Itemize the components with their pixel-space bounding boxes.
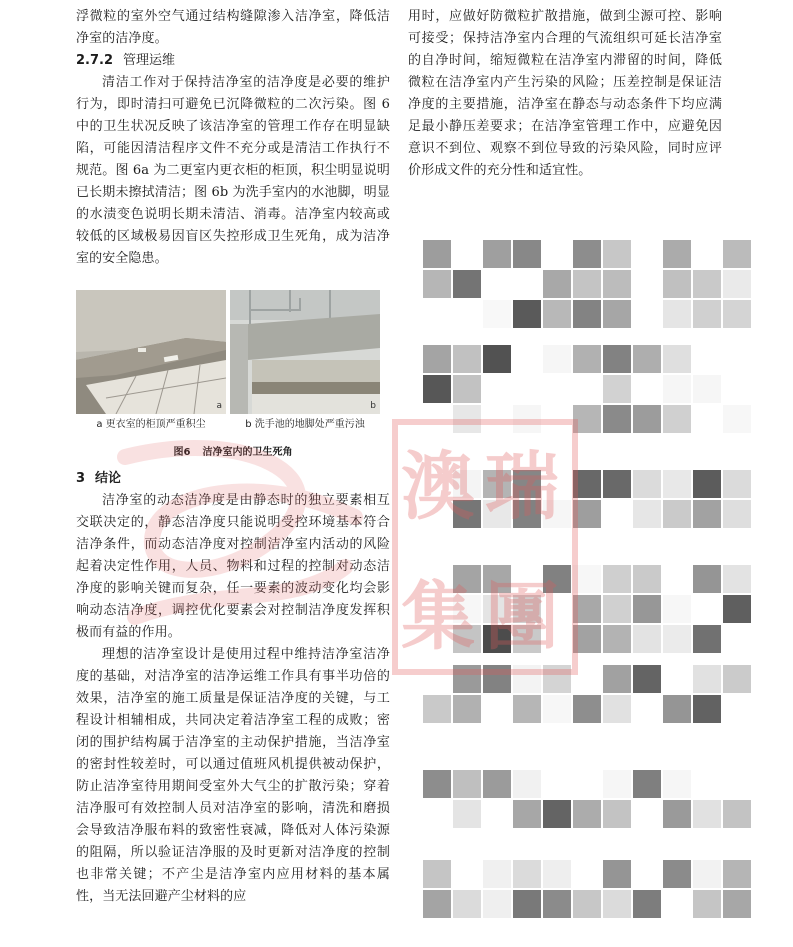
photo-locker-top: [76, 290, 226, 414]
mosaic-cell: [693, 625, 721, 653]
mosaic-cell: [573, 890, 601, 918]
mosaic-cell: [513, 770, 541, 798]
mosaic-cell: [453, 405, 481, 433]
mosaic-cell: [453, 270, 481, 298]
mosaic-cell: [723, 595, 751, 623]
mosaic-cell: [423, 345, 451, 373]
mosaic-cell: [663, 860, 691, 888]
subcaptions: [76, 418, 390, 432]
mosaic-cell: [603, 800, 631, 828]
mosaic-cell: [483, 500, 511, 528]
mosaic-cell: [723, 470, 751, 498]
mosaic-cell: [603, 565, 631, 593]
mosaic-cell: [633, 470, 661, 498]
mosaic-cell: [573, 500, 601, 528]
mosaic-cell: [693, 470, 721, 498]
mosaic-cell: [723, 300, 751, 328]
mosaic-cell: [723, 800, 751, 828]
mosaic-cell: [513, 240, 541, 268]
mosaic-cell: [633, 405, 661, 433]
mosaic-cell: [603, 300, 631, 328]
mosaic-cell: [663, 300, 691, 328]
left-column: [76, 6, 390, 908]
paragraph-continued: 用时，应做好防微粒扩散措施，做到尘源可控、影响可接受；保持洁净室内合理的气流组织可延长洁净室的自净时间，缩短微粒在洁净室内滞留的时间，降低微粒在洁净室内产生污染的风险；压差控制是保证洁净度的主要措施，洁净室在静态与动态条件下均应满足最小静压差要求；在洁净室管理工作中，应避免因意识不到位、观察不到位导致的污染风险，同时应评价形成文件的充分性和适宜性。: [408, 9, 722, 178]
mosaic-cell: [663, 470, 691, 498]
mosaic-cell: [693, 890, 721, 918]
mosaic-cell: [543, 800, 571, 828]
mosaic-cell: [513, 470, 541, 498]
mosaic-cell: [693, 800, 721, 828]
subsection-title: 管理运维: [123, 53, 176, 68]
mosaic-cell: [633, 625, 661, 653]
mosaic-cell: [543, 270, 571, 298]
watermark-char-2: 瑞: [485, 444, 559, 530]
mosaic-cell: [693, 695, 721, 723]
mosaic-cell: [663, 270, 691, 298]
mosaic-cell: [603, 860, 631, 888]
figure-title: 洁净室内的卫生死角: [202, 447, 293, 458]
mosaic-cell: [483, 860, 511, 888]
mosaic-cell: [423, 695, 451, 723]
mosaic-cell: [603, 595, 631, 623]
subsection-heading: [76, 50, 390, 72]
mosaic-cell: [513, 500, 541, 528]
intro-text: 浮微粒的室外空气通过结构缝隙渗入洁净室，降低洁净室的洁净度。: [76, 9, 390, 46]
mosaic-cell: [663, 405, 691, 433]
mosaic-cell: [603, 270, 631, 298]
mosaic-cell: [513, 695, 541, 723]
mosaic-cell: [573, 300, 601, 328]
mosaic-cell: [633, 595, 661, 623]
mosaic-cell: [453, 770, 481, 798]
figure-number: 图6: [173, 447, 191, 458]
subcaption-a: a 更衣室的柜顶严重积尘: [96, 419, 206, 430]
mosaic-cell: [483, 345, 511, 373]
mosaic-cell: [483, 890, 511, 918]
mosaic-cell: [573, 695, 601, 723]
section-number: 3: [76, 471, 86, 486]
mosaic-cell: [423, 860, 451, 888]
mosaic-cell: [513, 595, 541, 623]
mosaic-cell: [423, 770, 451, 798]
figure-caption: [76, 443, 390, 458]
mosaic-cell: [483, 470, 511, 498]
right-column: [408, 6, 722, 182]
mosaic-cell: [603, 625, 631, 653]
mosaic-cell: [603, 695, 631, 723]
mosaic-cell: [483, 595, 511, 623]
mosaic-cell: [633, 665, 661, 693]
mosaic-cell: [663, 240, 691, 268]
mosaic-cell: [633, 890, 661, 918]
mosaic-cell: [573, 270, 601, 298]
mosaic-cell: [573, 240, 601, 268]
photo-sink-base: [230, 290, 380, 414]
watermark-char-1: 澳: [401, 444, 475, 530]
mosaic-cell: [543, 345, 571, 373]
mosaic-cell: [693, 665, 721, 693]
subfigure-tag-a: a: [216, 401, 222, 411]
figure-6: [76, 290, 390, 458]
mosaic-cell: [543, 860, 571, 888]
mosaic-cell: [543, 300, 571, 328]
mosaic-cell: [453, 565, 481, 593]
mosaic-cell: [513, 300, 541, 328]
mosaic-cell: [453, 500, 481, 528]
mosaic-cell: [573, 595, 601, 623]
mosaic-cell: [723, 405, 751, 433]
mosaic-cell: [483, 665, 511, 693]
mosaic-cell: [663, 500, 691, 528]
mosaic-cell: [633, 565, 661, 593]
section-title: 结论: [95, 471, 122, 486]
paragraph-cleaning: 清洁工作对于保持洁净室的洁净度是必要的维护行为，即时清扫可避免已沉降微粒的二次污染。图 6 中的卫生状况反映了该洁净室的管理工作存在明显缺陷，可能因清洁程序文件不充分或是清洁工作执行不规范。图 6a 为二更室内更衣柜的柜顶，积尘明显说明已长期未擦拭清洁；图 6b 为洗手室内的水池脚，明显的水渍变色说明长期未清洁、消毒。洁净室内较高或较低的区域极易因盲区失控形成卫生死角，成为洁净室的安全隐患。: [76, 75, 390, 266]
mosaic-cell: [453, 890, 481, 918]
mosaic-cell: [543, 695, 571, 723]
mosaic-cell: [483, 770, 511, 798]
mosaic-cell: [633, 770, 661, 798]
watermark-char-4: 團: [485, 574, 559, 660]
mosaic-cell: [453, 345, 481, 373]
mosaic-cell: [543, 890, 571, 918]
mosaic-cell: [453, 665, 481, 693]
mosaic-cell: [603, 665, 631, 693]
mosaic-cell: [543, 665, 571, 693]
mosaic-cell: [453, 470, 481, 498]
mosaic-cell: [453, 595, 481, 623]
mosaic-cell: [423, 240, 451, 268]
mosaic-cell: [693, 860, 721, 888]
figure-photos: [76, 290, 390, 414]
mosaic-cell: [513, 800, 541, 828]
mosaic-cell: [663, 595, 691, 623]
mosaic-cell: [573, 470, 601, 498]
mosaic-cell: [633, 345, 661, 373]
mosaic-cell: [603, 405, 631, 433]
subfigure-tag-b: b: [370, 401, 376, 411]
mosaic-cell: [483, 300, 511, 328]
mosaic-cell: [663, 695, 691, 723]
mosaic-cell: [663, 625, 691, 653]
mosaic-cell: [573, 625, 601, 653]
mosaic-cell: [603, 770, 631, 798]
mosaic-cell: [453, 695, 481, 723]
mosaic-cell: [573, 345, 601, 373]
mosaic-cell: [723, 270, 751, 298]
paragraph-conclusion-2: 理想的洁净室设计是使用过程中维持洁净室洁净度的基础，对洁净室的洁净运维工作具有事半功倍的效果，洁净室的施工质量是保证洁净度的关键，与工程设计相辅相成，共同决定着洁净室工程的成败；密闭的围护结构属于洁净室的主动保护措施，当洁净室的密封性较差时，可以通过值班风机提供被动保护，防止洁净室待用期间受室外大气尘的扩散污染；穿着洁净服可有效控制人员对洁净室的影响，清洗和磨损会导致洁净服布料的致密性衰减，降低对人体污染源的阻隔，所以验证洁净服的及时更新对洁净度的控制也非常关键；不产尘是洁净室内应用材料的基本属性，当无法回避产尘材料的应: [76, 647, 390, 904]
mosaic-cell: [423, 270, 451, 298]
mosaic-cell: [543, 500, 571, 528]
subsection-number: 2.7.2: [76, 53, 114, 68]
mosaic-cell: [573, 565, 601, 593]
mosaic-cell: [483, 565, 511, 593]
mosaic-cell: [663, 770, 691, 798]
mosaic-cell: [603, 890, 631, 918]
subcaption-b: b 洗手池的地脚处严重污浊: [245, 419, 365, 430]
watermark-char-3: 集: [401, 574, 475, 660]
mosaic-cell: [693, 300, 721, 328]
mosaic-cell: [723, 500, 751, 528]
mosaic-cell: [603, 470, 631, 498]
mosaic-cell: [423, 890, 451, 918]
mosaic-cell: [453, 375, 481, 403]
mosaic-cell: [573, 405, 601, 433]
mosaic-cell: [723, 565, 751, 593]
mosaic-cell: [513, 405, 541, 433]
mosaic-cell: [723, 860, 751, 888]
pixelated-redaction-area: [405, 210, 725, 910]
mosaic-cell: [693, 375, 721, 403]
mosaic-cell: [513, 890, 541, 918]
mosaic-cell: [663, 800, 691, 828]
mosaic-cell: [513, 665, 541, 693]
mosaic-cell: [693, 565, 721, 593]
mosaic-cell: [453, 800, 481, 828]
mosaic-cell: [633, 500, 661, 528]
mosaic-cell: [453, 625, 481, 653]
section-heading: [76, 468, 390, 490]
mosaic-cell: [663, 345, 691, 373]
mosaic-cell: [693, 270, 721, 298]
mosaic-cell: [723, 890, 751, 918]
mosaic-cell: [513, 625, 541, 653]
mosaic-cell: [423, 375, 451, 403]
mosaic-cell: [543, 565, 571, 593]
mosaic-cell: [723, 240, 751, 268]
mosaic-cell: [603, 345, 631, 373]
mosaic-cell: [483, 240, 511, 268]
mosaic-cell: [513, 860, 541, 888]
mosaic-cell: [603, 240, 631, 268]
mosaic-cell: [723, 665, 751, 693]
mosaic-cell: [603, 375, 631, 403]
mosaic-cell: [483, 625, 511, 653]
paragraph-conclusion-1: 洁净室的动态洁净度是由静态时的独立要素相互交联决定的，静态洁净度只能说明受控环境基本符合洁净条件，而动态洁净度对控制洁净室内活动的风险起着决定性作用，人员、物料和过程的控制对动态洁净度的影响关键而复杂，任一要素的波动变化均会影响动态洁净度，调控优化要素会对控制洁净度发挥积极而有益的作用。: [76, 493, 390, 640]
mosaic-cell: [663, 375, 691, 403]
mosaic-cell: [693, 500, 721, 528]
mosaic-cell: [573, 800, 601, 828]
